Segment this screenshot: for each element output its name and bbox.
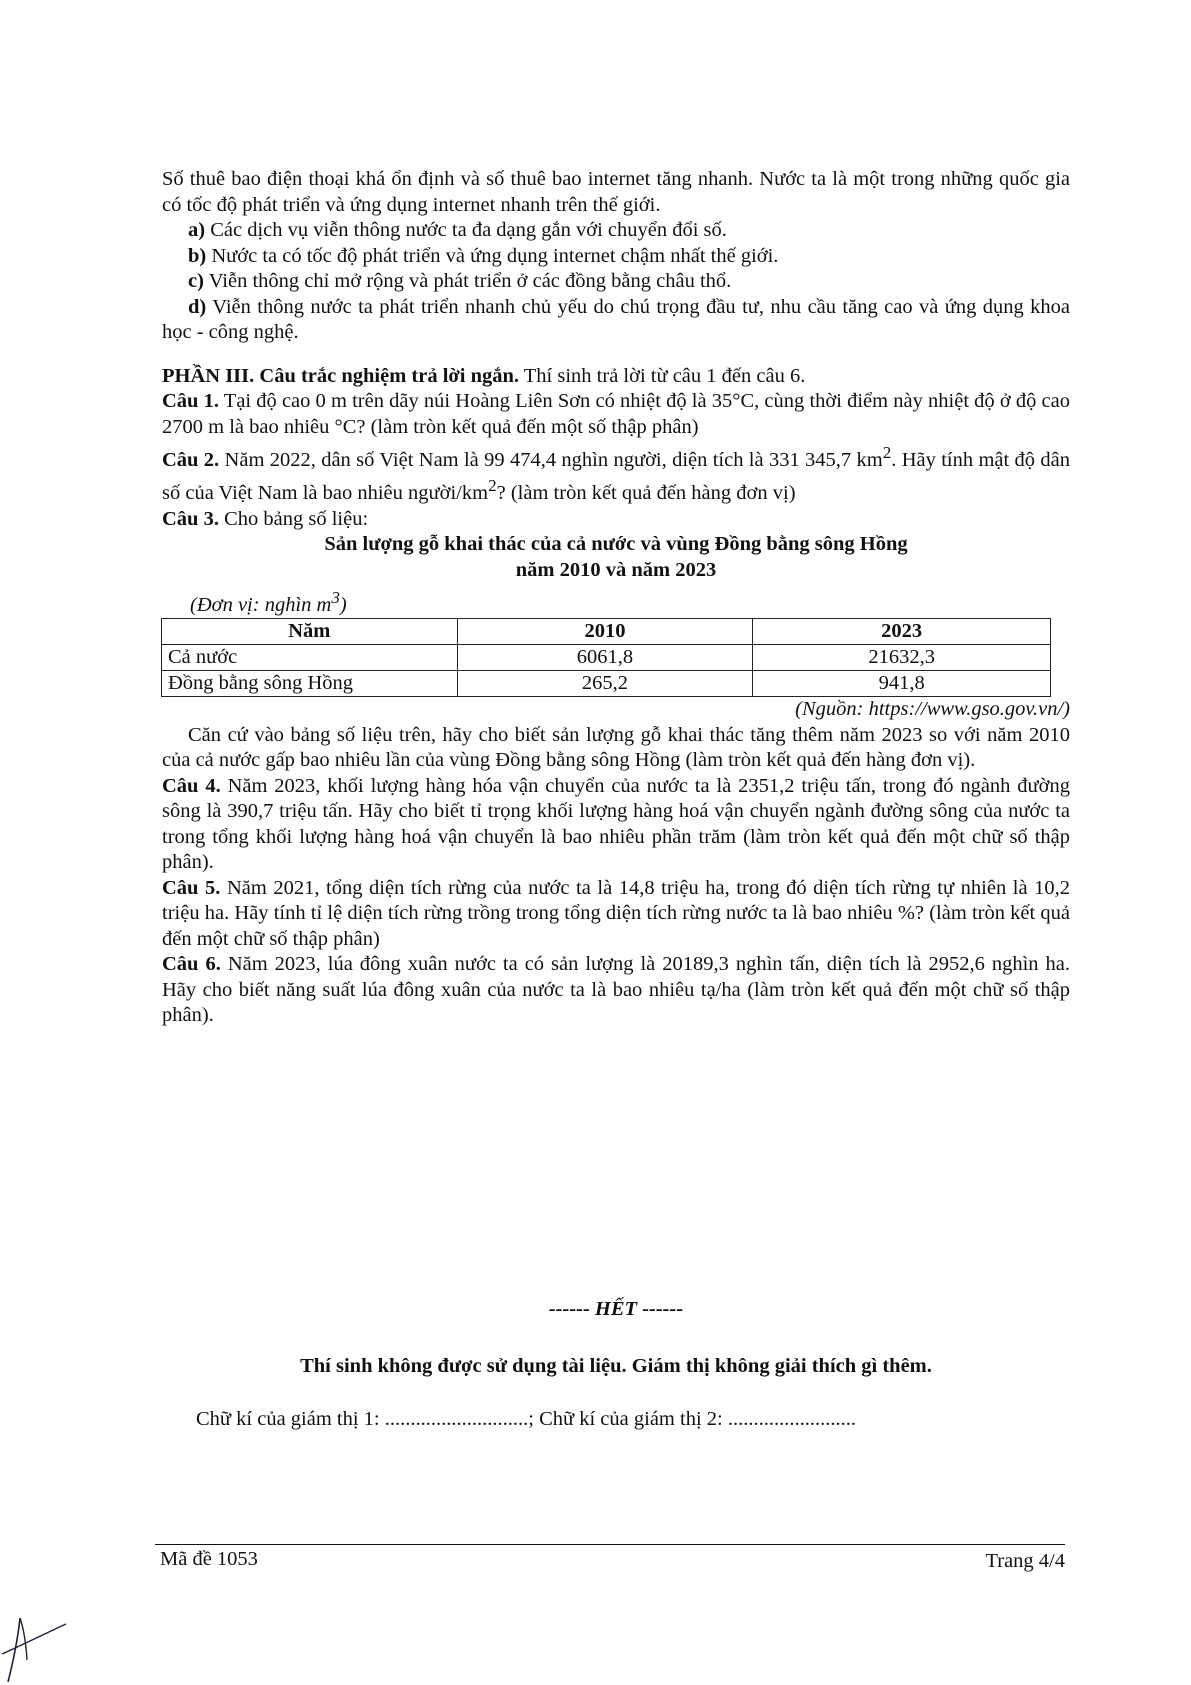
table-unit-sup: 3 (331, 588, 340, 608)
option-c-label: c) (188, 270, 204, 292)
option-c-text: Viễn thông chỉ mở rộng và phát triển ở các đồng bằng châu thổ. (208, 270, 732, 292)
question-5-label: Câu 5. (162, 876, 221, 899)
option-d-label: d) (188, 295, 207, 318)
question-4 (162, 774, 1070, 876)
question-6 (162, 952, 1070, 1029)
option-c (162, 269, 1070, 295)
exam-page (162, 167, 1071, 1430)
question-2-sup-b: 2 (488, 476, 497, 496)
exam-note: Thí sinh không được sử dụng tài liệu. Giám thị không giải thích gì thêm. (300, 1355, 932, 1377)
page-number: Trang 4/4 (985, 1550, 1065, 1572)
question-6-text: Năm 2023, lúa đông xuân nước ta có sản lượng là 20189,3 nghìn tấn, diện tích là 2952,6 nghìn ha. Hãy cho biết năng suất lúa đông xuân của nước ta là bao nhiêu tạ/ha (làm tròn kết quả đến một chữ số thập phân). (162, 953, 1071, 1027)
table-title-line-1: Sản lượng gỗ khai thác của cả nước và vùng Đồng bằng sông Hồng (324, 533, 908, 556)
question-3-label: Câu 3. (162, 507, 219, 530)
table-header-year: Năm (162, 619, 458, 645)
question-6-label: Câu 6. (162, 953, 221, 976)
handwritten-mark-icon (0, 1610, 70, 1685)
footer-divider (155, 1544, 1065, 1545)
question-5-text: Năm 2021, tổng diện tích rừng của nước ta là 14,8 triệu ha, trong đó diện tích rừng tự nhiên là 10,2 triệu ha. Hãy tính tỉ lệ diện tích rừng trồng trong tổng diện tích rừng nước ta là bao nhiêu %? (làm tròn kết quả đến một chữ số thập phân) (162, 876, 1070, 950)
table-header-2010: 2010 (457, 619, 753, 645)
option-a-text: Các dịch vụ viễn thông nước ta đa dạng gắn với chuyển đổi số. (210, 219, 727, 241)
table-cell-value: 6061,8 (457, 645, 753, 671)
table-title-line-2: năm 2010 và năm 2023 (515, 558, 717, 581)
table-unit-prefix: (Đơn vị: nghìn m (190, 593, 332, 616)
question-1-text: Tại độ cao 0 m trên dãy núi Hoàng Liên Sơn có nhiệt độ là 35°C, cùng thời điểm này nhiệt độ ở độ cao 2700 m là bao nhiêu °C? (làm tròn kết quả đến một số thập phân) (162, 390, 1070, 438)
question-2-text-b: . Hãy tính mật độ dân số của Việt Nam là bao nhiêu người/km (162, 448, 1071, 505)
table-cell-region: Cả nước (162, 645, 458, 671)
question-3 (162, 507, 1070, 533)
question-1 (162, 389, 1070, 440)
option-b (162, 244, 1070, 270)
table-cell-value: 21632,3 (753, 645, 1051, 671)
data-table (161, 618, 1051, 697)
question-2-text-a: Năm 2022, dân số Việt Nam là 99 474,4 nghìn người, diện tích là 331 345,7 km (224, 448, 883, 471)
intro-paragraph: Số thuê bao điện thoại khá ổn định và số thuê bao internet tăng nhanh. Nước ta là một trong những quốc gia có tốc độ phát triển và ứng dụng internet nhanh trên thế giới. (162, 168, 1070, 216)
question-3-text: Cho bảng số liệu: (224, 507, 369, 530)
question-5 (162, 876, 1070, 953)
option-b-label: b) (188, 244, 207, 267)
question-4-text: Năm 2023, khối lượng hàng hóa vận chuyển của nước ta là 2351,2 triệu tấn, trong đó ngành đường sông là 390,7 triệu tấn. Hãy cho biết tỉ trọng khối lượng hàng hoá vận chuyển ngành đường sông của nước ta trong tổng khối lượng hàng hoá vận chuyển là bao nhiêu phần trăm (làm tròn kết quả đến một chữ số thập phân). (162, 774, 1070, 874)
option-b-text: Nước ta có tốc độ phát triển và ứng dụng internet chậm nhất thế giới. (211, 244, 779, 267)
table-row (162, 671, 1051, 697)
exam-code: Mã đề 1053 (160, 1548, 258, 1570)
option-d (162, 295, 1070, 346)
question-2-text-c: ? (làm tròn kết quả đến hàng đơn vị) (496, 482, 796, 505)
table-header-2023: 2023 (753, 619, 1051, 645)
question-4-label: Câu 4. (162, 774, 221, 797)
end-marker: ------ HẾT ------ (548, 1298, 684, 1320)
table-source: (Nguồn: https://www.gso.gov.vn/) (795, 698, 1070, 721)
question-2 (162, 440, 1070, 507)
proctor-signatures: Chữ kí của giám thị 1: ............................; Chữ kí của giám thị 2: ......................... (196, 1408, 856, 1430)
part3-instructions: Thí sinh trả lời từ câu 1 đến câu 6. (523, 364, 806, 387)
table-cell-region: Đồng bằng sông Hồng (162, 671, 458, 697)
option-d-text: Viễn thông nước ta phát triển nhanh chủ yếu do chú trọng đầu tư, nhu cầu tăng cao và ứng dụng khoa học - công nghệ. (162, 295, 1070, 343)
part3-title: PHẦN III. Câu trắc nghiệm trả lời ngắn. (162, 364, 520, 387)
question-2-label: Câu 2. (162, 448, 220, 471)
table-cell-value: 265,2 (457, 671, 753, 697)
question-1-label: Câu 1. (162, 390, 219, 412)
table-header-row (162, 619, 1051, 645)
option-a (162, 218, 1070, 244)
table-unit-suffix: ) (339, 593, 347, 616)
table-unit (162, 585, 1070, 618)
question-2-sup-a: 2 (882, 443, 892, 462)
table-row (162, 645, 1051, 671)
part3-heading (162, 364, 1070, 390)
table-cell-value: 941,8 (753, 671, 1051, 697)
option-a-label: a) (188, 219, 206, 241)
question-3-body: Căn cứ vào bảng số liệu trên, hãy cho biết sản lượng gỗ khai thác tăng thêm năm 2023 so với năm 2010 của cả nước gấp bao nhiêu lần của vùng Đồng bằng sông Hồng (làm tròn kết quả đến hàng đơn vị). (162, 723, 1070, 772)
